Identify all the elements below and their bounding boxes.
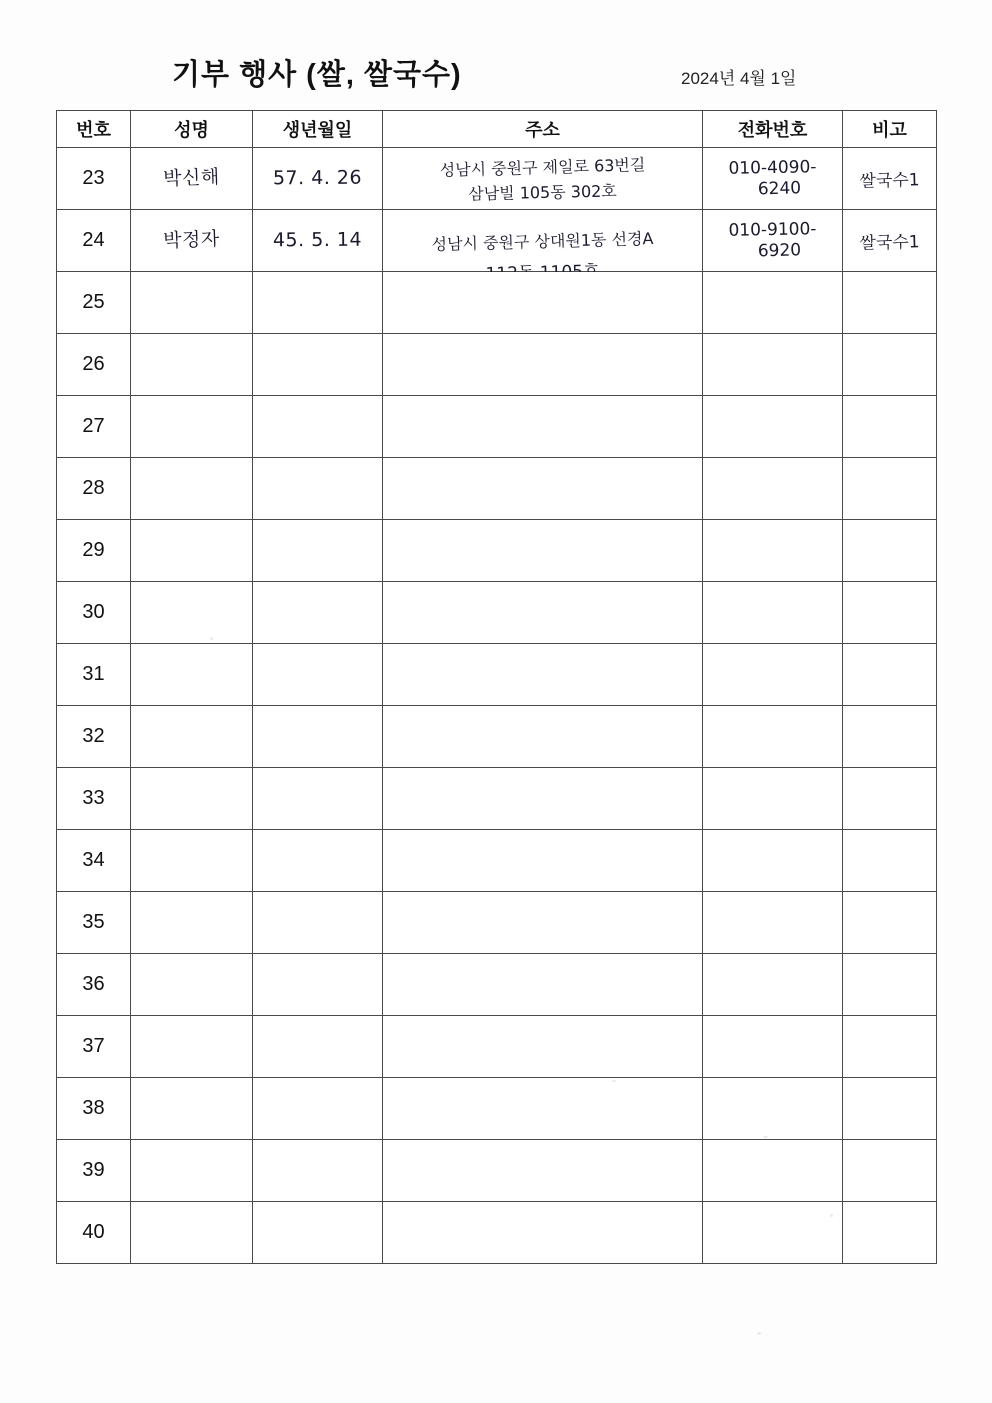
cell-phone [703, 582, 843, 644]
handwritten-birth: 45. 5. 14 [272, 228, 363, 251]
table-row [57, 768, 937, 830]
cell-phone [703, 1202, 843, 1264]
cell-phone [703, 148, 843, 210]
cell-note [843, 458, 937, 520]
column-header-no: 번호 [57, 111, 131, 148]
cell-birth [253, 768, 383, 830]
cell-no: 31 [57, 644, 131, 706]
cell-phone [703, 210, 843, 272]
table-row [57, 272, 937, 334]
scan-speck [612, 1080, 616, 1082]
cell-phone [703, 520, 843, 582]
phone-line-2: 6240 [757, 177, 802, 199]
cell-address [383, 458, 703, 520]
scan-speck [830, 1214, 833, 1217]
cell-note [843, 1016, 937, 1078]
cell-address [383, 706, 703, 768]
cell-birth [253, 148, 383, 210]
phone-line-2: 6920 [757, 239, 802, 261]
cell-address [383, 396, 703, 458]
handwritten-note: 쌀국수1 [859, 232, 920, 254]
cell-name [131, 954, 253, 1016]
cell-address [383, 1078, 703, 1140]
cell-no: 37 [57, 1016, 131, 1078]
cell-birth [253, 892, 383, 954]
cell-address [383, 768, 703, 830]
column-header-address: 주소 [383, 111, 703, 148]
scan-speck [757, 1332, 761, 1335]
cell-birth [253, 1202, 383, 1264]
table-row [57, 582, 937, 644]
cell-address [383, 1202, 703, 1264]
cell-no: 27 [57, 396, 131, 458]
cell-note [843, 210, 937, 272]
cell-address [383, 148, 703, 210]
cell-note [843, 1078, 937, 1140]
table-row [57, 644, 937, 706]
cell-address [383, 582, 703, 644]
cell-birth [253, 334, 383, 396]
phone-line-1: 010-4090- [728, 157, 817, 179]
document-header [56, 52, 936, 98]
cell-birth [253, 396, 383, 458]
table-header-row [57, 111, 937, 148]
cell-birth [253, 1140, 383, 1202]
table-row [57, 1202, 937, 1264]
cell-note [843, 1202, 937, 1264]
table-row [57, 892, 937, 954]
table-row [57, 458, 937, 520]
cell-address [383, 954, 703, 1016]
cell-birth [253, 954, 383, 1016]
cell-address [383, 830, 703, 892]
cell-birth [253, 644, 383, 706]
table-row [57, 210, 937, 272]
address-line-2: 삼남빌 105동 302호 [468, 180, 617, 204]
cell-phone [703, 272, 843, 334]
cell-name [131, 1140, 253, 1202]
cell-no: 23 [57, 148, 131, 210]
cell-note [843, 768, 937, 830]
cell-name [131, 582, 253, 644]
table-row [57, 334, 937, 396]
cell-no: 24 [57, 210, 131, 272]
cell-note [843, 892, 937, 954]
cell-no: 35 [57, 892, 131, 954]
cell-no: 26 [57, 334, 131, 396]
cell-birth [253, 706, 383, 768]
cell-name [131, 706, 253, 768]
column-header-phone: 전화번호 [703, 111, 843, 148]
cell-no: 39 [57, 1140, 131, 1202]
cell-name [131, 830, 253, 892]
cell-birth [253, 520, 383, 582]
table-row [57, 1140, 937, 1202]
cell-name [131, 892, 253, 954]
cell-name [131, 210, 253, 272]
cell-birth [253, 272, 383, 334]
cell-phone [703, 954, 843, 1016]
cell-birth [253, 830, 383, 892]
cell-address [383, 334, 703, 396]
scan-speck [210, 637, 213, 640]
cell-name [131, 458, 253, 520]
handwritten-address [383, 155, 702, 203]
cell-name [131, 272, 253, 334]
handwritten-note: 쌀국수1 [859, 170, 920, 192]
handwritten-name: 박신해 [162, 165, 221, 190]
cell-birth [253, 582, 383, 644]
handwritten-phone [703, 158, 842, 199]
cell-note [843, 706, 937, 768]
cell-note [843, 644, 937, 706]
cell-note [843, 582, 937, 644]
cell-note [843, 396, 937, 458]
cell-no: 25 [57, 272, 131, 334]
table-row [57, 830, 937, 892]
address-line-1: 성남시 중원구 제일로 63번길 [439, 154, 646, 180]
cell-phone [703, 1078, 843, 1140]
cell-address [383, 520, 703, 582]
cell-no: 30 [57, 582, 131, 644]
cell-no: 40 [57, 1202, 131, 1264]
cell-name [131, 520, 253, 582]
cell-birth [253, 210, 383, 272]
cell-no: 36 [57, 954, 131, 1016]
cell-address [383, 1016, 703, 1078]
table-row [57, 396, 937, 458]
table-body [57, 148, 937, 1264]
address-line-1: 성남시 중원구 상대원1동 선경A [431, 228, 654, 255]
table-row [57, 1078, 937, 1140]
handwritten-name: 박정자 [162, 227, 221, 252]
cell-birth [253, 1078, 383, 1140]
cell-address [383, 1140, 703, 1202]
cell-address [383, 210, 703, 272]
scan-speck [763, 1136, 768, 1138]
cell-no: 29 [57, 520, 131, 582]
cell-phone [703, 396, 843, 458]
cell-name [131, 644, 253, 706]
cell-name [131, 396, 253, 458]
cell-name [131, 148, 253, 210]
cell-name [131, 1202, 253, 1264]
cell-note [843, 148, 937, 210]
table-row [57, 148, 937, 210]
cell-phone [703, 644, 843, 706]
handwritten-birth: 57. 4. 26 [272, 166, 363, 189]
document-date: 2024년 4월 1일 [681, 69, 797, 88]
cell-name [131, 1016, 253, 1078]
column-header-birth: 생년월일 [253, 111, 383, 148]
cell-phone [703, 458, 843, 520]
cell-name [131, 334, 253, 396]
cell-phone [703, 1140, 843, 1202]
cell-phone [703, 892, 843, 954]
cell-note [843, 830, 937, 892]
cell-note [843, 334, 937, 396]
cell-note [843, 520, 937, 582]
cell-no: 28 [57, 458, 131, 520]
cell-phone [703, 706, 843, 768]
cell-name [131, 768, 253, 830]
cell-phone [703, 830, 843, 892]
cell-address [383, 272, 703, 334]
phone-line-1: 010-9100- [728, 219, 817, 241]
cell-phone [703, 1016, 843, 1078]
table-row [57, 954, 937, 1016]
donation-ledger-table [56, 110, 937, 1264]
cell-note [843, 272, 937, 334]
cell-note [843, 1140, 937, 1202]
cell-birth [253, 1016, 383, 1078]
cell-address [383, 644, 703, 706]
cell-no: 32 [57, 706, 131, 768]
cell-name [131, 1078, 253, 1140]
cell-birth [253, 458, 383, 520]
handwritten-phone [703, 220, 842, 261]
cell-no: 33 [57, 768, 131, 830]
cell-phone [703, 768, 843, 830]
column-header-name: 성명 [131, 111, 253, 148]
handwritten-address [383, 228, 702, 255]
column-header-note: 비고 [843, 111, 937, 148]
cell-no: 34 [57, 830, 131, 892]
page-title: 기부 행사 (쌀, 쌀국수) [172, 59, 462, 91]
table-row [57, 1016, 937, 1078]
cell-phone [703, 334, 843, 396]
table-row [57, 706, 937, 768]
cell-note [843, 954, 937, 1016]
table-row [57, 520, 937, 582]
cell-no: 38 [57, 1078, 131, 1140]
cell-address [383, 892, 703, 954]
